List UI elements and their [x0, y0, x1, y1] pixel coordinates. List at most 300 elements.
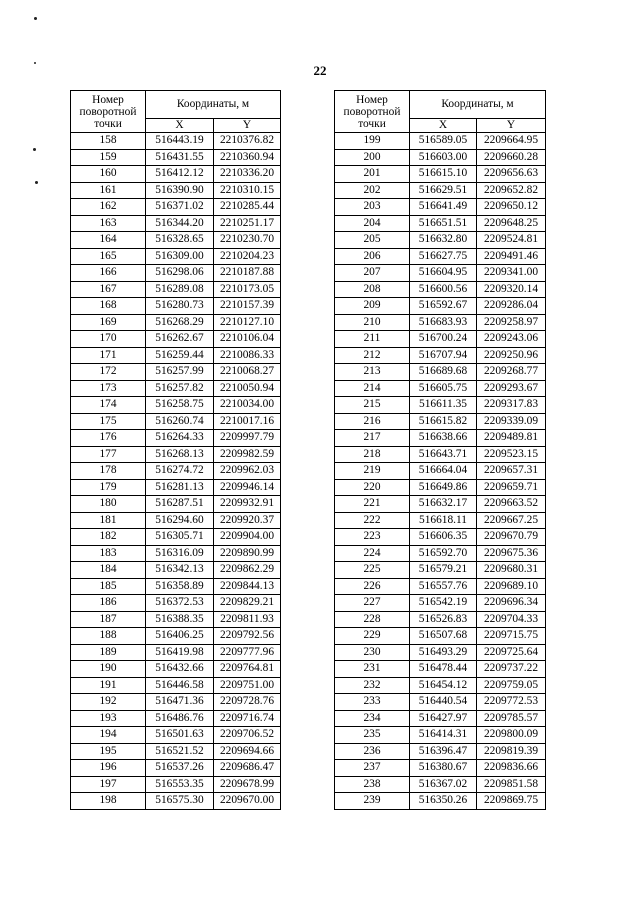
point-number-cell: 231 — [335, 661, 410, 678]
point-number-cell: 171 — [71, 347, 146, 364]
x-coordinate-cell: 516579.21 — [410, 562, 477, 579]
x-coordinate-cell: 516440.54 — [410, 694, 477, 711]
header-x: X — [410, 119, 477, 133]
page-number: 22 — [313, 63, 327, 78]
point-number-cell: 159 — [71, 149, 146, 166]
table-row — [71, 677, 281, 694]
x-coordinate-cell: 516262.67 — [146, 331, 214, 348]
y-coordinate-cell: 2209800.09 — [477, 727, 546, 744]
y-coordinate-cell: 2210068.27 — [214, 364, 281, 381]
table-row — [71, 529, 281, 546]
table-row — [71, 430, 281, 447]
point-number-cell: 232 — [335, 677, 410, 694]
table-row — [335, 694, 546, 711]
table-row — [71, 694, 281, 711]
point-number-cell: 222 — [335, 512, 410, 529]
header-point-number: Номер поворотной точки — [335, 91, 410, 133]
table-row — [335, 380, 546, 397]
point-number-cell: 193 — [71, 710, 146, 727]
table-row — [335, 677, 546, 694]
y-coordinate-cell: 2209250.96 — [477, 347, 546, 364]
point-number-cell: 239 — [335, 793, 410, 810]
y-coordinate-cell: 2209932.91 — [214, 496, 281, 513]
x-coordinate-cell: 516700.24 — [410, 331, 477, 348]
coordinates-table-left — [70, 90, 281, 810]
y-coordinate-cell: 2210050.94 — [214, 380, 281, 397]
y-coordinate-cell: 2209962.03 — [214, 463, 281, 480]
y-coordinate-cell: 2209946.14 — [214, 479, 281, 496]
point-number-cell: 216 — [335, 413, 410, 430]
x-coordinate-cell: 516328.65 — [146, 232, 214, 249]
y-coordinate-cell: 2210204.23 — [214, 248, 281, 265]
table-row — [71, 182, 281, 199]
point-number-cell: 218 — [335, 446, 410, 463]
x-coordinate-cell: 516501.63 — [146, 727, 214, 744]
table-row — [71, 149, 281, 166]
table-row — [71, 413, 281, 430]
table-row — [71, 562, 281, 579]
x-coordinate-cell: 516651.51 — [410, 215, 477, 232]
y-coordinate-cell: 2210251.17 — [214, 215, 281, 232]
x-coordinate-cell: 516372.53 — [146, 595, 214, 612]
y-coordinate-cell: 2209670.00 — [214, 793, 281, 810]
table-row — [335, 331, 546, 348]
table-row — [335, 232, 546, 249]
x-coordinate-cell: 516454.12 — [410, 677, 477, 694]
point-number-cell: 180 — [71, 496, 146, 513]
y-coordinate-cell: 2209819.39 — [477, 743, 546, 760]
scan-speck — [33, 148, 36, 151]
point-number-cell: 177 — [71, 446, 146, 463]
y-coordinate-cell: 2209339.09 — [477, 413, 546, 430]
x-coordinate-cell: 516280.73 — [146, 298, 214, 315]
x-coordinate-cell: 516257.82 — [146, 380, 214, 397]
x-coordinate-cell: 516589.05 — [410, 133, 477, 150]
x-coordinate-cell: 516575.30 — [146, 793, 214, 810]
point-number-cell: 213 — [335, 364, 410, 381]
point-number-cell: 212 — [335, 347, 410, 364]
point-number-cell: 195 — [71, 743, 146, 760]
y-coordinate-cell: 2209675.36 — [477, 545, 546, 562]
x-coordinate-cell: 516689.68 — [410, 364, 477, 381]
y-coordinate-cell: 2209696.34 — [477, 595, 546, 612]
y-coordinate-cell: 2210017.16 — [214, 413, 281, 430]
x-coordinate-cell: 516287.51 — [146, 496, 214, 513]
x-coordinate-cell: 516412.12 — [146, 166, 214, 183]
y-coordinate-cell: 2210086.33 — [214, 347, 281, 364]
point-number-cell: 210 — [335, 314, 410, 331]
table-row — [335, 529, 546, 546]
point-number-cell: 162 — [71, 199, 146, 216]
header-x: X — [146, 119, 214, 133]
table-row — [71, 248, 281, 265]
x-coordinate-cell: 516643.71 — [410, 446, 477, 463]
y-coordinate-cell: 2209660.28 — [477, 149, 546, 166]
y-coordinate-cell: 2209489.81 — [477, 430, 546, 447]
x-coordinate-cell: 516537.26 — [146, 760, 214, 777]
x-coordinate-cell: 516603.00 — [410, 149, 477, 166]
x-coordinate-cell: 516557.76 — [410, 578, 477, 595]
point-number-cell: 221 — [335, 496, 410, 513]
y-coordinate-cell: 2209728.76 — [214, 694, 281, 711]
table-row — [71, 463, 281, 480]
x-coordinate-cell: 516592.67 — [410, 298, 477, 315]
x-coordinate-cell: 516542.19 — [410, 595, 477, 612]
x-coordinate-cell: 516592.70 — [410, 545, 477, 562]
table-row — [335, 562, 546, 579]
x-coordinate-cell: 516371.02 — [146, 199, 214, 216]
x-coordinate-cell: 516638.66 — [410, 430, 477, 447]
x-coordinate-cell: 516268.13 — [146, 446, 214, 463]
table-row — [335, 298, 546, 315]
table-row — [335, 595, 546, 612]
table-row — [335, 727, 546, 744]
point-number-cell: 237 — [335, 760, 410, 777]
point-number-cell: 224 — [335, 545, 410, 562]
x-coordinate-cell: 516268.29 — [146, 314, 214, 331]
point-number-cell: 197 — [71, 776, 146, 793]
table-row — [335, 430, 546, 447]
table-row — [71, 661, 281, 678]
y-coordinate-cell: 2209716.74 — [214, 710, 281, 727]
point-number-cell: 165 — [71, 248, 146, 265]
scan-speck — [34, 17, 37, 20]
y-coordinate-cell: 2209904.00 — [214, 529, 281, 546]
y-coordinate-cell: 2209491.46 — [477, 248, 546, 265]
point-number-cell: 174 — [71, 397, 146, 414]
y-coordinate-cell: 2209317.83 — [477, 397, 546, 414]
point-number-cell: 179 — [71, 479, 146, 496]
table-row — [335, 364, 546, 381]
point-number-cell: 226 — [335, 578, 410, 595]
y-coordinate-cell: 2209759.05 — [477, 677, 546, 694]
table-row — [71, 512, 281, 529]
table-row — [335, 199, 546, 216]
y-coordinate-cell: 2209920.37 — [214, 512, 281, 529]
point-number-cell: 194 — [71, 727, 146, 744]
y-coordinate-cell: 2209686.47 — [214, 760, 281, 777]
y-coordinate-cell: 2210310.15 — [214, 182, 281, 199]
point-number-cell: 187 — [71, 611, 146, 628]
y-coordinate-cell: 2209293.67 — [477, 380, 546, 397]
y-coordinate-cell: 2209341.00 — [477, 265, 546, 282]
table-row — [335, 248, 546, 265]
point-number-cell: 164 — [71, 232, 146, 249]
y-coordinate-cell: 2209862.29 — [214, 562, 281, 579]
y-coordinate-cell: 2209792.56 — [214, 628, 281, 645]
table-row — [71, 446, 281, 463]
x-coordinate-cell: 516486.76 — [146, 710, 214, 727]
x-coordinate-cell: 516344.20 — [146, 215, 214, 232]
table-row — [335, 133, 546, 150]
table-row — [71, 166, 281, 183]
y-coordinate-cell: 2209704.33 — [477, 611, 546, 628]
y-coordinate-cell: 2209829.21 — [214, 595, 281, 612]
x-coordinate-cell: 516431.55 — [146, 149, 214, 166]
point-number-cell: 167 — [71, 281, 146, 298]
y-coordinate-cell: 2209706.52 — [214, 727, 281, 744]
table-row — [335, 710, 546, 727]
point-number-cell: 158 — [71, 133, 146, 150]
y-coordinate-cell: 2209772.53 — [477, 694, 546, 711]
header-y: Y — [477, 119, 546, 133]
x-coordinate-cell: 516419.98 — [146, 644, 214, 661]
x-coordinate-cell: 516396.47 — [410, 743, 477, 760]
y-coordinate-cell: 2209663.52 — [477, 496, 546, 513]
table-row — [71, 199, 281, 216]
y-coordinate-cell: 2209670.79 — [477, 529, 546, 546]
y-coordinate-cell: 2209890.99 — [214, 545, 281, 562]
x-coordinate-cell: 516443.19 — [146, 133, 214, 150]
y-coordinate-cell: 2209659.71 — [477, 479, 546, 496]
y-coordinate-cell: 2209785.57 — [477, 710, 546, 727]
point-number-cell: 201 — [335, 166, 410, 183]
x-coordinate-cell: 516294.60 — [146, 512, 214, 529]
table-row — [335, 314, 546, 331]
table-row — [71, 545, 281, 562]
x-coordinate-cell: 516632.17 — [410, 496, 477, 513]
x-coordinate-cell: 516414.31 — [410, 727, 477, 744]
y-coordinate-cell: 2209320.14 — [477, 281, 546, 298]
point-number-cell: 208 — [335, 281, 410, 298]
table-row — [71, 347, 281, 364]
table-row — [335, 265, 546, 282]
table-row — [335, 793, 546, 810]
table-row — [335, 661, 546, 678]
x-coordinate-cell: 516406.25 — [146, 628, 214, 645]
table-row — [71, 595, 281, 612]
table-row — [335, 611, 546, 628]
y-coordinate-cell: 2209844.13 — [214, 578, 281, 595]
y-coordinate-cell: 2209694.66 — [214, 743, 281, 760]
table-row — [71, 265, 281, 282]
point-number-cell: 192 — [71, 694, 146, 711]
point-number-cell: 169 — [71, 314, 146, 331]
y-coordinate-cell: 2209648.25 — [477, 215, 546, 232]
point-number-cell: 178 — [71, 463, 146, 480]
x-coordinate-cell: 516309.00 — [146, 248, 214, 265]
table-row — [335, 644, 546, 661]
y-coordinate-cell: 2210106.04 — [214, 331, 281, 348]
point-number-cell: 217 — [335, 430, 410, 447]
x-coordinate-cell: 516446.58 — [146, 677, 214, 694]
table-row — [71, 611, 281, 628]
point-number-cell: 219 — [335, 463, 410, 480]
x-coordinate-cell: 516604.95 — [410, 265, 477, 282]
y-coordinate-cell: 2210157.39 — [214, 298, 281, 315]
point-number-cell: 175 — [71, 413, 146, 430]
table-row — [335, 578, 546, 595]
point-number-cell: 183 — [71, 545, 146, 562]
table-row — [71, 133, 281, 150]
y-coordinate-cell: 2209764.81 — [214, 661, 281, 678]
point-number-cell: 170 — [71, 331, 146, 348]
table-row — [71, 479, 281, 496]
y-coordinate-cell: 2210127.10 — [214, 314, 281, 331]
point-number-cell: 202 — [335, 182, 410, 199]
x-coordinate-cell: 516298.06 — [146, 265, 214, 282]
point-number-cell: 225 — [335, 562, 410, 579]
point-number-cell: 191 — [71, 677, 146, 694]
x-coordinate-cell: 516526.83 — [410, 611, 477, 628]
y-coordinate-cell: 2209851.58 — [477, 776, 546, 793]
x-coordinate-cell: 516281.13 — [146, 479, 214, 496]
table-row — [335, 446, 546, 463]
table-row — [71, 496, 281, 513]
point-number-cell: 182 — [71, 529, 146, 546]
point-number-cell: 190 — [71, 661, 146, 678]
point-number-cell: 198 — [71, 793, 146, 810]
header-coordinates: Координаты, м — [146, 91, 281, 119]
table-row — [335, 413, 546, 430]
point-number-cell: 235 — [335, 727, 410, 744]
header-coordinates: Координаты, м — [410, 91, 546, 119]
x-coordinate-cell: 516471.36 — [146, 694, 214, 711]
y-coordinate-cell: 2209650.12 — [477, 199, 546, 216]
point-number-cell: 227 — [335, 595, 410, 612]
y-coordinate-cell: 2210034.00 — [214, 397, 281, 414]
header-y: Y — [214, 119, 281, 133]
table-row — [71, 578, 281, 595]
x-coordinate-cell: 516258.75 — [146, 397, 214, 414]
x-coordinate-cell: 516388.35 — [146, 611, 214, 628]
table-row — [335, 628, 546, 645]
y-coordinate-cell: 2209652.82 — [477, 182, 546, 199]
y-coordinate-cell: 2210360.94 — [214, 149, 281, 166]
point-number-cell: 181 — [71, 512, 146, 529]
point-number-cell: 229 — [335, 628, 410, 645]
point-number-cell: 228 — [335, 611, 410, 628]
table-row — [71, 380, 281, 397]
point-number-cell: 206 — [335, 248, 410, 265]
point-number-cell: 214 — [335, 380, 410, 397]
table-row — [71, 281, 281, 298]
x-coordinate-cell: 516615.10 — [410, 166, 477, 183]
table-row — [335, 776, 546, 793]
table-row — [335, 463, 546, 480]
y-coordinate-cell: 2209737.22 — [477, 661, 546, 678]
table-row — [335, 215, 546, 232]
x-coordinate-cell: 516683.93 — [410, 314, 477, 331]
header-point-number: Номер поворотной точки — [71, 91, 146, 133]
x-coordinate-cell: 516629.51 — [410, 182, 477, 199]
x-coordinate-cell: 516641.49 — [410, 199, 477, 216]
point-number-cell: 166 — [71, 265, 146, 282]
y-coordinate-cell: 2209657.31 — [477, 463, 546, 480]
point-number-cell: 211 — [335, 331, 410, 348]
table-row — [335, 166, 546, 183]
y-coordinate-cell: 2209982.59 — [214, 446, 281, 463]
table-row — [71, 232, 281, 249]
x-coordinate-cell: 516390.90 — [146, 182, 214, 199]
x-coordinate-cell: 516274.72 — [146, 463, 214, 480]
point-number-cell: 200 — [335, 149, 410, 166]
x-coordinate-cell: 516260.74 — [146, 413, 214, 430]
point-number-cell: 172 — [71, 364, 146, 381]
x-coordinate-cell: 516264.33 — [146, 430, 214, 447]
table-row — [335, 149, 546, 166]
x-coordinate-cell: 516257.99 — [146, 364, 214, 381]
x-coordinate-cell: 516618.11 — [410, 512, 477, 529]
table-row — [71, 743, 281, 760]
point-number-cell: 209 — [335, 298, 410, 315]
point-number-cell: 199 — [335, 133, 410, 150]
table-row — [71, 727, 281, 744]
y-coordinate-cell: 2209997.79 — [214, 430, 281, 447]
table-row — [71, 760, 281, 777]
point-number-cell: 173 — [71, 380, 146, 397]
point-number-cell: 238 — [335, 776, 410, 793]
point-number-cell: 215 — [335, 397, 410, 414]
y-coordinate-cell: 2209689.10 — [477, 578, 546, 595]
table-row — [71, 710, 281, 727]
x-coordinate-cell: 516632.80 — [410, 232, 477, 249]
y-coordinate-cell: 2209680.31 — [477, 562, 546, 579]
table-row — [71, 644, 281, 661]
point-number-cell: 184 — [71, 562, 146, 579]
table-row — [71, 628, 281, 645]
x-coordinate-cell: 516305.71 — [146, 529, 214, 546]
x-coordinate-cell: 516615.82 — [410, 413, 477, 430]
point-number-cell: 185 — [71, 578, 146, 595]
point-number-cell: 234 — [335, 710, 410, 727]
point-number-cell: 163 — [71, 215, 146, 232]
x-coordinate-cell: 516342.13 — [146, 562, 214, 579]
x-coordinate-cell: 516507.68 — [410, 628, 477, 645]
y-coordinate-cell: 2209523.15 — [477, 446, 546, 463]
table-row — [335, 479, 546, 496]
table-row — [335, 182, 546, 199]
y-coordinate-cell: 2209268.77 — [477, 364, 546, 381]
table-row — [335, 281, 546, 298]
point-number-cell: 161 — [71, 182, 146, 199]
point-number-cell: 168 — [71, 298, 146, 315]
x-coordinate-cell: 516427.97 — [410, 710, 477, 727]
x-coordinate-cell: 516350.26 — [410, 793, 477, 810]
x-coordinate-cell: 516627.75 — [410, 248, 477, 265]
y-coordinate-cell: 2209751.00 — [214, 677, 281, 694]
point-number-cell: 220 — [335, 479, 410, 496]
table-row — [335, 743, 546, 760]
y-coordinate-cell: 2210376.82 — [214, 133, 281, 150]
y-coordinate-cell: 2209656.63 — [477, 166, 546, 183]
y-coordinate-cell: 2209811.93 — [214, 611, 281, 628]
table-row — [71, 331, 281, 348]
point-number-cell: 233 — [335, 694, 410, 711]
x-coordinate-cell: 516600.56 — [410, 281, 477, 298]
x-coordinate-cell: 516380.67 — [410, 760, 477, 777]
x-coordinate-cell: 516259.44 — [146, 347, 214, 364]
y-coordinate-cell: 2209715.75 — [477, 628, 546, 645]
point-number-cell: 189 — [71, 644, 146, 661]
table-row — [335, 397, 546, 414]
x-coordinate-cell: 516316.09 — [146, 545, 214, 562]
x-coordinate-cell: 516664.04 — [410, 463, 477, 480]
point-number-cell: 204 — [335, 215, 410, 232]
y-coordinate-cell: 2210285.44 — [214, 199, 281, 216]
y-coordinate-cell: 2209286.04 — [477, 298, 546, 315]
table-row — [335, 496, 546, 513]
x-coordinate-cell: 516649.86 — [410, 479, 477, 496]
point-number-cell: 230 — [335, 644, 410, 661]
x-coordinate-cell: 516358.89 — [146, 578, 214, 595]
x-coordinate-cell: 516611.35 — [410, 397, 477, 414]
y-coordinate-cell: 2209836.66 — [477, 760, 546, 777]
table-row — [335, 545, 546, 562]
point-number-cell: 205 — [335, 232, 410, 249]
table-row — [71, 314, 281, 331]
scan-speck — [35, 181, 38, 184]
